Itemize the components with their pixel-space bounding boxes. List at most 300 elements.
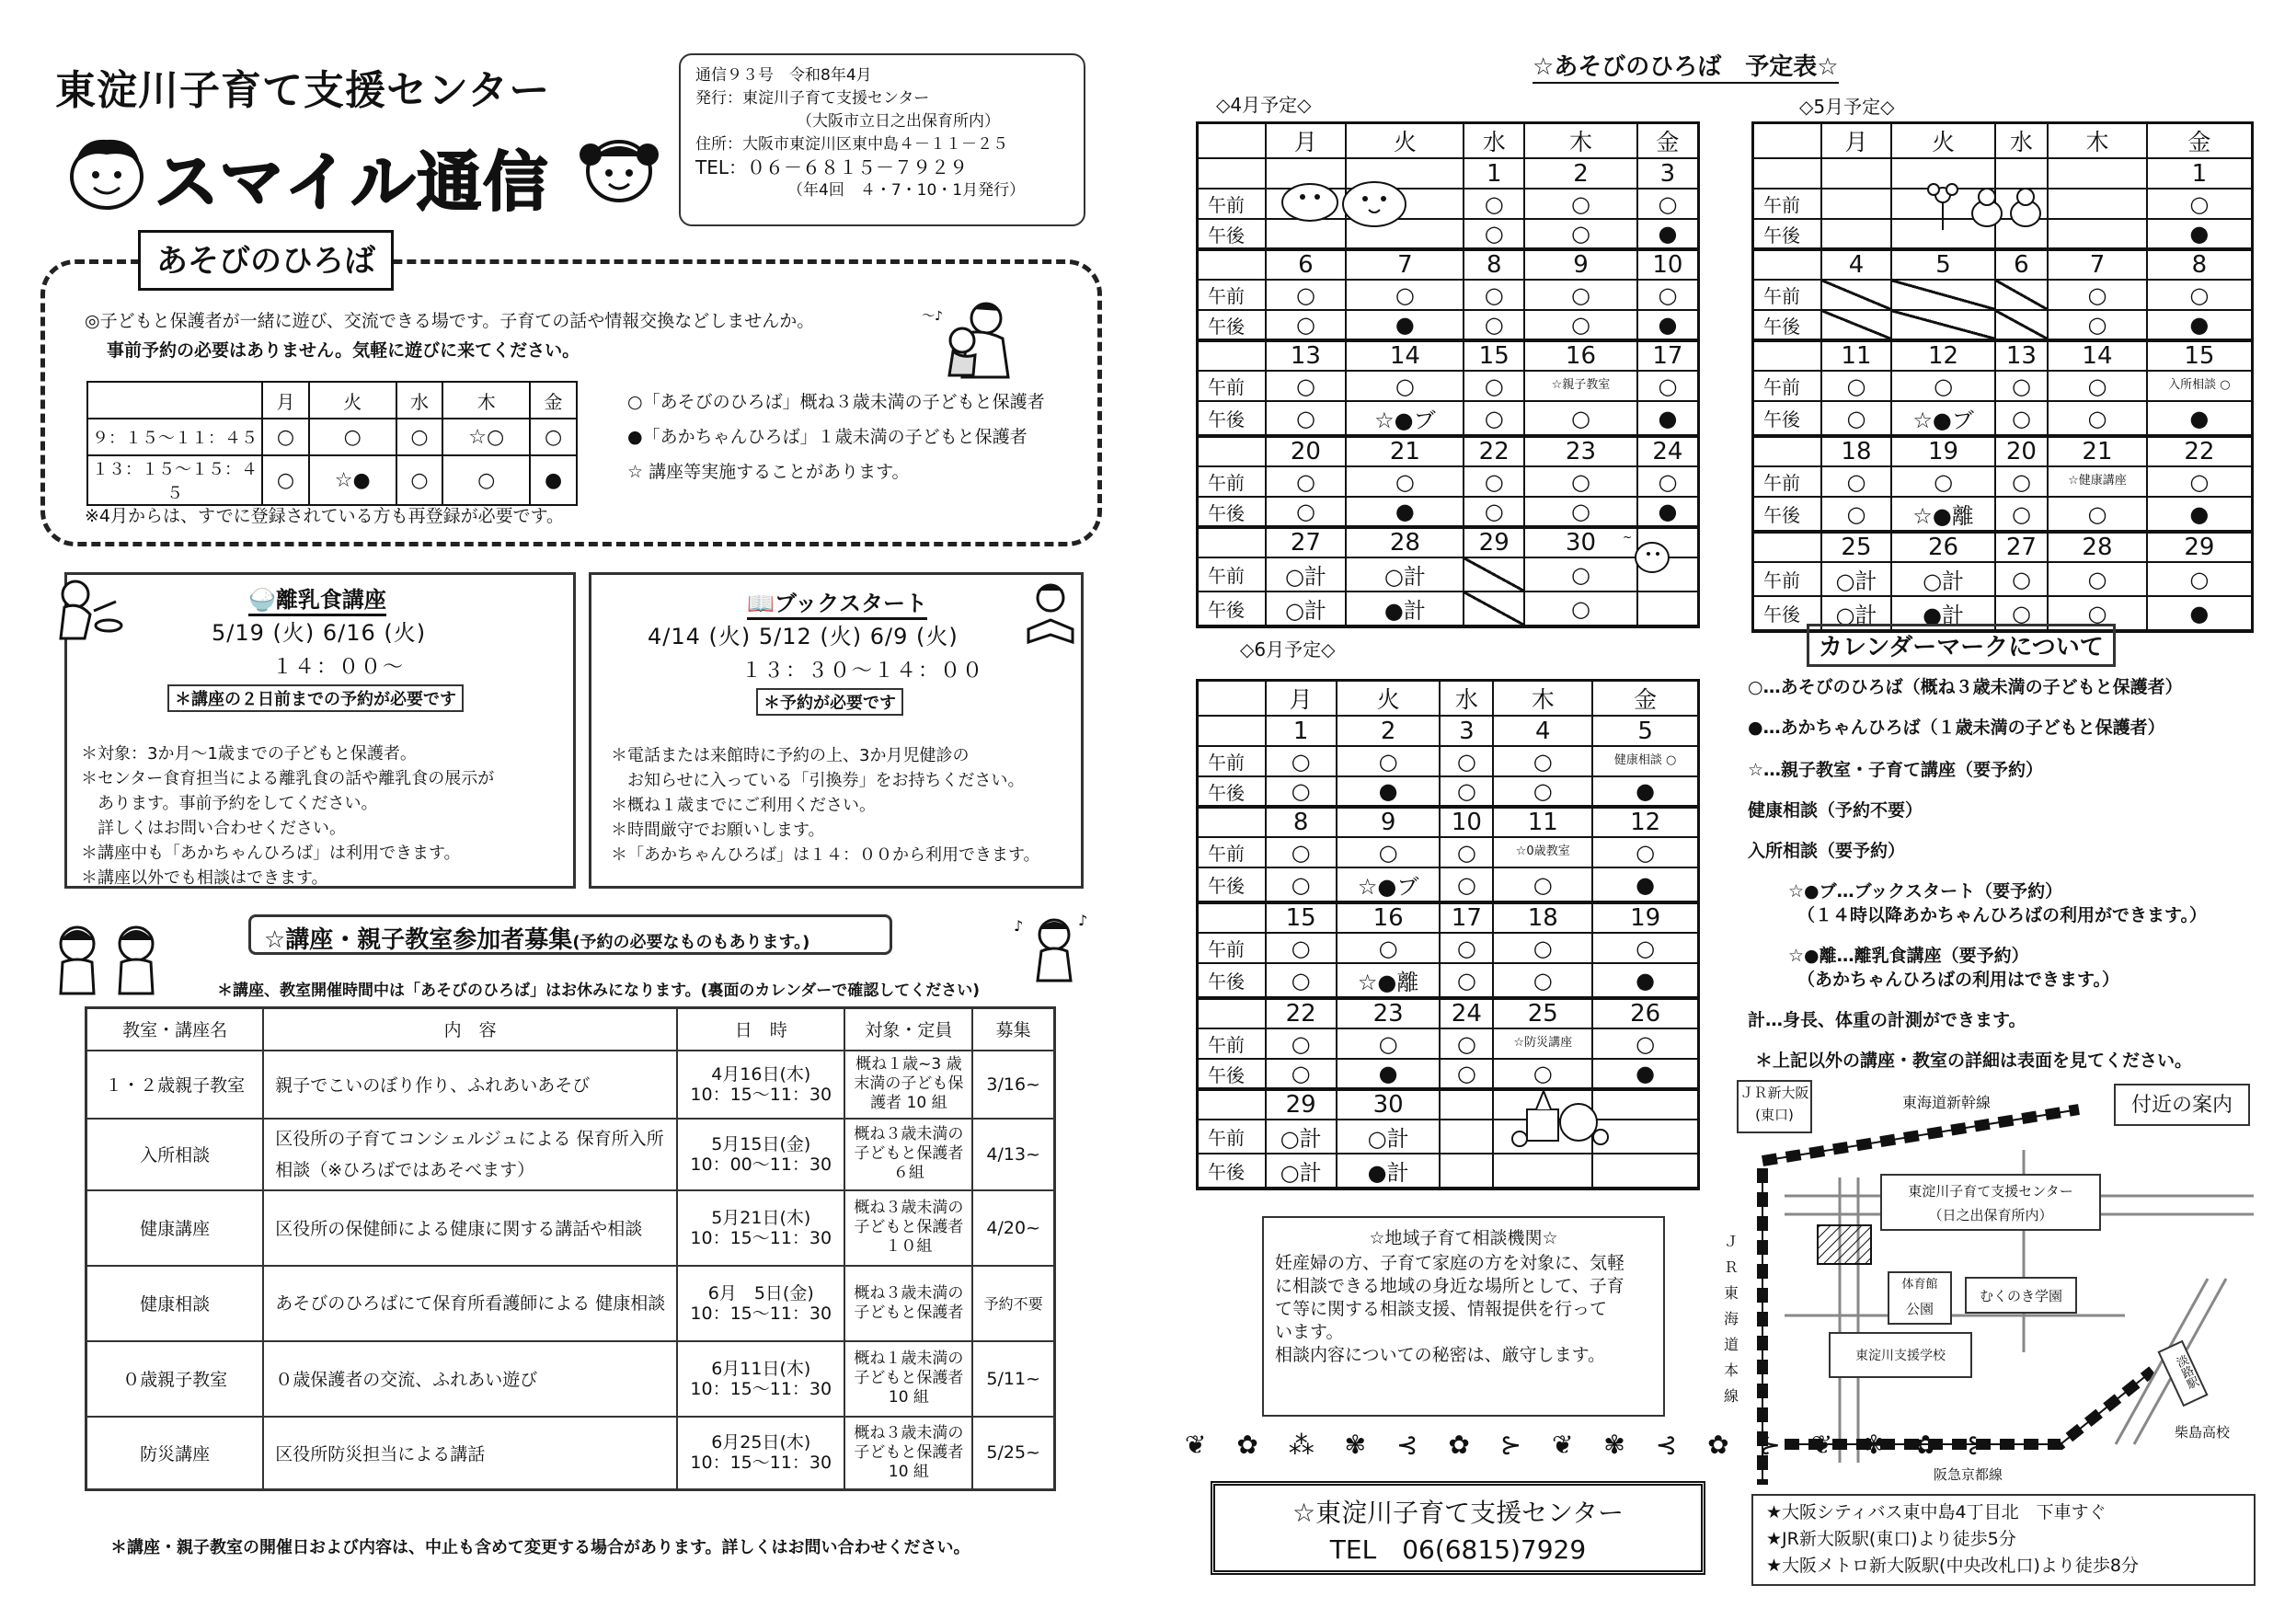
cal-slot: ○: [1592, 1028, 1698, 1059]
cal-slot: ●: [2147, 219, 2253, 249]
may-label: ◇5月予定◇: [1799, 96, 1895, 118]
cal-am-label: 午前: [1198, 280, 1266, 310]
cal-am-label: 午前: [1198, 933, 1266, 963]
cal-am-label: 午前: [1753, 371, 1821, 401]
cal-slot: ○: [1440, 746, 1493, 776]
cal-slot: ○: [1266, 837, 1337, 867]
frequency: （年4回 ４・7・10・1月発行）: [787, 181, 1026, 200]
cal-date: 1: [1266, 716, 1337, 746]
cal-slot: ●: [2147, 401, 2253, 436]
cal-slot: ○: [1266, 1059, 1337, 1089]
programs-footer: ＊講座・親子教室の開催日および内容は、中止も含めて変更する場合があります。詳しくはお問い合わせください。: [110, 1538, 970, 1557]
hiroba-day: 水: [396, 382, 443, 419]
cal-corner: [1198, 1089, 1266, 1120]
cal-date: 30: [1337, 1089, 1441, 1120]
cal-slot: ●: [1592, 963, 1698, 998]
cal-date: 13: [1266, 340, 1347, 371]
cal-slot: ○計: [1266, 1154, 1337, 1189]
cal-slot: ○: [1266, 776, 1337, 807]
program-content: 区役所の子育てコンシェルジュによる 保育所入所相談（※ひろばではあそべます）: [263, 1119, 677, 1190]
cal-day-header: 金: [1637, 123, 1699, 159]
cal-am-label: 午前: [1198, 466, 1266, 497]
contact-tel: TEL 06(6815)7929: [1329, 1534, 1587, 1565]
cal-slot: [1821, 219, 1892, 249]
rinyu-dates: 5/19 (火) 6/16 (火): [212, 620, 427, 646]
cal-date: 15: [2147, 340, 2253, 371]
map-title: 付近の案内: [2114, 1084, 2250, 1126]
cal-date: 18: [1493, 902, 1592, 933]
cal-date: 3: [1440, 716, 1493, 746]
cal-date: 8: [2147, 249, 2253, 280]
cal-slot: ☆親子教室: [1524, 371, 1637, 401]
program-time: 10：15～11：30: [690, 1227, 832, 1248]
hiroba-cell: ☆○: [442, 419, 530, 455]
cal-pm-label: 午後: [1198, 401, 1266, 436]
cal-day-header: 木: [1524, 123, 1637, 159]
animals-illustration: [1273, 166, 1420, 239]
issue-number: 通信９３号 令和8年4月: [695, 66, 872, 85]
cal-slot: ○: [1266, 963, 1337, 998]
cal-slot: ○: [1637, 280, 1699, 310]
cal-slot: [1440, 1154, 1493, 1189]
cal-slot: ●: [1337, 776, 1441, 807]
programs-subnote: ＊講座、教室開催時間中は「あそびのひろば」はお休みになります。(裏面のカレンダーで確認してください): [217, 982, 981, 1000]
table-row: [86, 1341, 1055, 1417]
table-row: [86, 1190, 1055, 1266]
cal-date: 21: [1346, 436, 1464, 466]
cal-date: 21: [2048, 436, 2147, 466]
hiroba-cell: ○: [442, 455, 530, 505]
table-row: [86, 1119, 1055, 1190]
cal-slot: ○: [2048, 562, 2147, 596]
cal-date: [1440, 1089, 1493, 1120]
program-name: 入所相談: [86, 1119, 264, 1190]
cal-slot: ○: [1346, 280, 1464, 310]
program-date: 4月16日(木): [711, 1063, 811, 1085]
cal-pm-label: 午後: [1198, 219, 1266, 249]
cal-date: 5: [1891, 249, 1994, 280]
cal-pm-label: 午後: [1198, 776, 1266, 807]
cal-pm-label: 午後: [1198, 1059, 1266, 1089]
cal-slot: ○: [1995, 371, 2049, 401]
cal-slot: ○: [1524, 557, 1637, 592]
cal-date: 20: [1266, 436, 1347, 466]
cal-slot: ●: [1637, 401, 1699, 436]
cal-am-label: 午前: [1753, 280, 1821, 310]
map-jr-line: ＪＲ東海道本線: [1724, 1233, 1739, 1405]
cal-slot: ○: [1266, 310, 1347, 340]
cal-slot: ○: [1995, 497, 2049, 532]
cal-date: 11: [1493, 807, 1592, 837]
hiroba-legend: [627, 385, 1045, 489]
cal-slot: ○計: [1346, 557, 1464, 592]
program-time: 10：15～11：30: [690, 1378, 832, 1399]
cal-slot: ○: [1464, 401, 1524, 436]
map-center-name: 東淀川子育て支援センター: [1908, 1183, 2073, 1200]
cal-slot: ○計: [1821, 562, 1892, 596]
cal-date: 29: [1464, 527, 1524, 557]
cal-slot: ○: [1464, 219, 1524, 249]
cal-date: 9: [1524, 249, 1637, 280]
program-datetime: [677, 1119, 844, 1190]
tel: TEL：０６－６８１５－７９２９: [695, 156, 968, 178]
col-header: 対象・定員: [844, 1008, 972, 1051]
cal-slot: ●: [1346, 497, 1464, 527]
table-row: [86, 1417, 1055, 1490]
map-school: 東淀川支援学校: [1829, 1332, 1972, 1378]
cal-slot: [1995, 310, 2049, 340]
program-content: 区役所の保健師による健康に関する講話や相談: [263, 1190, 677, 1266]
cal-slot: ○: [1266, 371, 1347, 401]
cal-slot: ●: [1337, 1059, 1441, 1089]
program-recruit: 4/20~: [972, 1190, 1054, 1266]
col-header: 内 容: [263, 1008, 677, 1051]
programs-title-sub: (予約の必要なものもあります。): [572, 933, 810, 952]
cal-slot: ●: [1637, 310, 1699, 340]
cal-date: 27: [1266, 527, 1347, 557]
smiley-face-logo-right: [578, 129, 660, 206]
program-target: 概ね３歳未満の子どもと保護者６組: [844, 1119, 972, 1190]
cal-slot: ○: [1891, 371, 1994, 401]
cal-date: 9: [1337, 807, 1441, 837]
cal-slot: [2048, 219, 2147, 249]
center-name: 東淀川子育て支援センター: [55, 67, 551, 114]
cal-slot: ○: [1464, 189, 1524, 219]
cal-date: 12: [1891, 340, 1994, 371]
cal-slot: ☆●離: [1337, 963, 1441, 998]
cal-date: 25: [1493, 998, 1592, 1028]
cal-date: 17: [1440, 902, 1493, 933]
program-target: 概ね３歳未満の子どもと保護者１０組: [844, 1190, 972, 1266]
program-recruit: 3/16~: [972, 1051, 1054, 1119]
bookstart-title: [747, 585, 927, 620]
cal-date: 16: [1524, 340, 1637, 371]
hiroba-cell: ●: [530, 455, 577, 505]
june-calendar: [1196, 679, 1700, 1190]
cal-slot: ○: [1821, 466, 1892, 497]
kids-illustration: [48, 920, 167, 999]
cal-slot: ○: [1346, 371, 1464, 401]
cal-slot: ●: [1592, 1059, 1698, 1089]
cal-day-header: 水: [1464, 123, 1524, 159]
cal-slot: ☆0歳教室: [1493, 837, 1592, 867]
cal-pm-label: 午後: [1198, 497, 1266, 527]
cal-slot: ○: [1440, 1028, 1493, 1059]
cal-slot: ●: [1592, 867, 1698, 902]
cal-slot: ○: [1266, 1028, 1337, 1059]
program-target: 概ね１歳~3 歳末満の子ども保護者 10 組: [844, 1051, 972, 1119]
note-line: あります。事前予約をしてください。: [81, 794, 378, 813]
cal-slot: [1995, 280, 2049, 310]
map-center-label: [1880, 1174, 2101, 1231]
cal-slot: ○: [2048, 310, 2147, 340]
cal-slot: ●: [1346, 310, 1464, 340]
cal-slot: ○: [1266, 466, 1347, 497]
cal-slot: ○: [1995, 466, 2049, 497]
cal-am-label: 午前: [1198, 1120, 1266, 1154]
cal-slot: ○: [1637, 371, 1699, 401]
cal-slot: ●: [2147, 596, 2253, 631]
program-content: 親子でこいのぼり作り、ふれあいあそび: [263, 1051, 677, 1119]
cal-slot: [1821, 280, 1892, 310]
program-name: １・２歳親子教室: [86, 1051, 264, 1119]
note-line: ＊「あかちゃんひろば」は１４：００から利用できます。: [611, 845, 1040, 865]
hiroba-intro: ◎子どもと保護者が一緒に遊び、交流できる場です。子育ての話や情報交換などしませんか。: [85, 311, 815, 331]
mark-line: ●…あかちゃんひろば（１歳未満の子どもと保護者）: [1748, 718, 2165, 738]
cal-day-header: 火: [1346, 123, 1464, 159]
cal-date: 4: [1821, 249, 1892, 280]
consult-line: に相談できる地域の身近な場所として、子育: [1275, 1276, 1624, 1296]
cal-corner: [1198, 436, 1266, 466]
cal-date: 22: [1464, 436, 1524, 466]
program-recruit: 予約不要: [972, 1266, 1054, 1341]
flower-and-chicks-illustration: [1921, 177, 2049, 237]
newsletter-title: スマイル通信: [155, 144, 550, 220]
cal-slot: ○: [1524, 280, 1637, 310]
cal-slot: [1891, 310, 1994, 340]
cal-day-header: 水: [1440, 681, 1493, 717]
program-content: あそびのひろばにて保育所看護師による 健康相談: [263, 1266, 677, 1341]
cal-pm-label: 午後: [1753, 401, 1821, 436]
cal-date: 10: [1637, 249, 1699, 280]
cal-date: 30: [1524, 527, 1637, 557]
cal-slot: ☆●ブ: [1346, 401, 1464, 436]
cal-slot: [1821, 310, 1892, 340]
cal-slot: ○計: [1266, 1120, 1337, 1154]
map-road-label: 淡路駅: [2157, 1340, 2208, 1407]
map-shinkansen: 東海道新幹線: [1902, 1094, 1992, 1111]
legend-line: ☆ 講座等実施することがあります。: [627, 462, 910, 482]
cal-pm-label: 午後: [1753, 497, 1821, 532]
cal-slot: ○: [1337, 933, 1441, 963]
cal-date: 12: [1592, 807, 1698, 837]
rinyu-reserve: ＊講座の２日前までの予約が必要です: [167, 684, 464, 712]
hiroba-cell: ○: [530, 419, 577, 455]
cal-slot: ○: [1266, 933, 1337, 963]
cal-date: 19: [1592, 902, 1698, 933]
cal-date: 24: [1440, 998, 1493, 1028]
cal-slot: ○: [2147, 280, 2253, 310]
cal-date: 20: [1995, 436, 2049, 466]
rinyu-time: １４：００～: [272, 656, 406, 679]
mark-line: 計…身長、体重の計測ができます。: [1748, 1010, 2026, 1030]
cal-date: 27: [1995, 532, 2049, 562]
cal-slot: ○: [2147, 562, 2253, 596]
flower-vine-decoration: ❦ ✿ ⁂ ✾ ⊰ ✿ ⊱ ❦ ✾ ⊰ ✿ ⊱ ❦ ✾ ✿ ⊱: [1185, 1430, 2000, 1460]
cal-day-header: 水: [1995, 123, 2049, 159]
bookstart-notes: [611, 743, 1040, 867]
cal-pm-label: 午後: [1198, 592, 1266, 626]
program-recruit: 5/25~: [972, 1417, 1054, 1490]
program-date: 6月11日(木): [711, 1358, 811, 1379]
cal-pm-label: 午後: [1753, 596, 1821, 631]
note-line: ＊概ね１歳までにご利用ください。: [611, 796, 876, 815]
cal-slot: ○: [1493, 1059, 1592, 1089]
access-line: ★大阪シティバス東中島4丁目北 下車すぐ: [1766, 1502, 2107, 1522]
cal-date: [1821, 158, 1892, 189]
cal-slot: ●: [1637, 219, 1699, 249]
mark-line: ＊上記以外の講座・教室の詳細は表面を見てください。: [1755, 1051, 2193, 1071]
cal-slot: ●: [2147, 497, 2253, 532]
map-gym: [1888, 1271, 1952, 1325]
cal-slot: ○: [1493, 963, 1592, 998]
program-time: 10：15～11：30: [690, 1084, 832, 1105]
cal-am-label: 午前: [1198, 557, 1266, 592]
program-recruit: 4/13~: [972, 1119, 1054, 1190]
cal-slot: 健康相談 ○: [1592, 746, 1698, 776]
cal-slot: ○: [1995, 596, 2049, 631]
cal-date: 2: [1337, 716, 1441, 746]
cal-slot: ○: [1440, 776, 1493, 807]
mark-line: 入所相談（要予約）: [1748, 841, 1906, 861]
note-line: ＊講座中も「あかちゃんひろば」は利用できます。: [81, 844, 461, 863]
cal-date: 29: [2147, 532, 2253, 562]
cal-date: 17: [1637, 340, 1699, 371]
cal-slot: ○: [1493, 746, 1592, 776]
cal-corner: [1753, 532, 1821, 562]
cal-slot: ●: [2147, 310, 2253, 340]
cal-slot: ○: [2147, 189, 2253, 219]
hiroba-cell: ○: [262, 419, 309, 455]
contact-box: [1211, 1481, 1705, 1575]
program-name: ０歳親子教室: [86, 1341, 264, 1417]
note-line: お知らせに入っている「引換券」をお持ちください。: [611, 771, 1025, 790]
hiroba-day: 月: [262, 382, 309, 419]
cal-slot: ●計: [1346, 592, 1464, 626]
cal-slot: ○: [1266, 280, 1347, 310]
program-time: 10：15～11：30: [690, 1303, 832, 1324]
cal-slot: ●: [1637, 497, 1699, 527]
cal-slot: ○: [1266, 746, 1337, 776]
access-box: [1751, 1494, 2256, 1586]
smiley-face-logo-left: [63, 131, 151, 212]
map-jr-station: [1737, 1080, 1812, 1133]
cal-am-label: 午前: [1753, 466, 1821, 497]
program-date: 6月 5日(金): [707, 1282, 814, 1304]
cal-slot: ○計: [1266, 557, 1347, 592]
bookstart-reserve: ＊予約が必要です: [756, 688, 903, 716]
cal-day-header: 月: [1821, 123, 1892, 159]
cal-pm-label: 午後: [1198, 867, 1266, 902]
cal-slot: ○: [2147, 466, 2253, 497]
hiroba-day: 金: [530, 382, 577, 419]
cal-corner: [1198, 249, 1266, 280]
cal-corner: [1198, 716, 1266, 746]
cal-date: 23: [1524, 436, 1637, 466]
cal-slot: ○: [1266, 497, 1347, 527]
cal-slot: ○: [2048, 596, 2147, 631]
cal-day-header: 火: [1891, 123, 1994, 159]
program-datetime: [677, 1266, 844, 1341]
cal-date: 26: [1891, 532, 1994, 562]
cal-slot: ☆防災講座: [1493, 1028, 1592, 1059]
cal-slot: ○: [1464, 280, 1524, 310]
cal-slot: [2048, 189, 2147, 219]
cal-am-label: 午前: [1753, 562, 1821, 596]
mark-line: （１４時以降あかちゃんひろばの利用ができます。）: [1797, 905, 2207, 925]
cal-date: 4: [1493, 716, 1592, 746]
cal-slot: ☆●ブ: [1891, 401, 1994, 436]
cal-corner: [1198, 681, 1266, 717]
cal-corner: [1753, 249, 1821, 280]
cal-corner: [1198, 998, 1266, 1028]
legend-line: ○「あそびのひろば」概ね３歳未満の子どもと保護者: [627, 392, 1045, 412]
hiroba-time: ９：１５～１１：４５: [87, 419, 262, 455]
map-hankyu: 阪急京都線: [1934, 1466, 2003, 1483]
consult-line: います。: [1275, 1322, 1344, 1342]
map-gym-label: 体育館: [1901, 1278, 1938, 1292]
cal-date: 15: [1266, 902, 1337, 933]
note-line: ＊時間厳守でお願いします。: [611, 821, 825, 840]
hiroba-no-reservation: 事前予約の必要はありません。気軽に遊びに来てください。: [107, 340, 580, 361]
access-line: ★大阪メトロ新大阪駅(中央改札口)より徒歩8分: [1766, 1556, 2139, 1576]
map-jr-exit: (東口): [1755, 1107, 1794, 1123]
access-line: ★JR新大阪駅(東口)より徒歩5分: [1766, 1529, 2016, 1549]
program-target: 概ね３歳未満の子どもと保護者 10 組: [844, 1417, 972, 1490]
dancing-child-illustration: [1012, 907, 1095, 990]
cal-slot: ○: [1464, 466, 1524, 497]
cal-am-label: 午前: [1753, 189, 1821, 219]
cal-slot: ○: [1524, 592, 1637, 626]
hiroba-cell: ○: [262, 455, 309, 505]
cal-date: 6: [1995, 249, 2049, 280]
cal-slot: [1592, 1154, 1698, 1189]
program-name: 防災講座: [86, 1417, 264, 1490]
cal-slot: ○: [1637, 466, 1699, 497]
cal-date: 14: [1346, 340, 1464, 371]
cal-slot: ○: [2048, 401, 2147, 436]
cal-date: 15: [1464, 340, 1524, 371]
cal-pm-label: 午後: [1198, 310, 1266, 340]
address: 住所：大阪市東淀川区東中島４－１１－２５: [695, 135, 1008, 154]
cal-slot: ○計: [1266, 592, 1347, 626]
issue-info-box: [679, 53, 1085, 226]
program-datetime: [677, 1051, 844, 1119]
cal-slot: ○計: [1821, 596, 1892, 631]
cal-date: 2: [1524, 158, 1637, 189]
program-time: 10：00～11：30: [690, 1154, 832, 1175]
col-header: 教室・講座名: [86, 1008, 264, 1051]
program-date: 6月25日(木): [711, 1432, 811, 1453]
cal-slot: ☆●離: [1891, 497, 1994, 532]
programs-title: ☆講座・親子教室参加者募集: [264, 926, 573, 954]
cal-date: 22: [2147, 436, 2253, 466]
cal-date: 14: [2048, 340, 2147, 371]
cal-am-label: 午前: [1198, 189, 1266, 219]
cal-day-header: 月: [1266, 681, 1337, 717]
table-row: [86, 1266, 1055, 1341]
rinyu-notes: [81, 741, 494, 890]
cal-date: 26: [1592, 998, 1698, 1028]
consult-line: 妊産婦の方、子育て家庭の方を対象に、気軽: [1275, 1253, 1625, 1273]
hiroba-day: 火: [309, 382, 396, 419]
cal-corner: [1753, 158, 1821, 189]
program-date: 5月15日(金): [711, 1133, 811, 1154]
map-shibashima: 柴島高校: [2175, 1424, 2231, 1441]
bookstart-time: １３：３０～１４：００: [741, 660, 985, 683]
cal-corner: [1198, 340, 1266, 371]
cal-slot: [1493, 1154, 1592, 1189]
col-header: 日 時: [677, 1008, 844, 1051]
rinyu-title: [248, 581, 386, 616]
cal-date: 16: [1337, 902, 1441, 933]
hiroba-note: ※4月からは、すでに登録されている方も再登録が必要です。: [85, 506, 565, 526]
toys-illustration: [1509, 1082, 1619, 1152]
program-recruit: 5/11~: [972, 1341, 1054, 1417]
note-line: ＊センター食育担当による離乳食の話や離乳食の展示が: [81, 769, 495, 788]
svg-text:♪: ♪: [1078, 912, 1088, 929]
cal-corner: [1198, 902, 1266, 933]
